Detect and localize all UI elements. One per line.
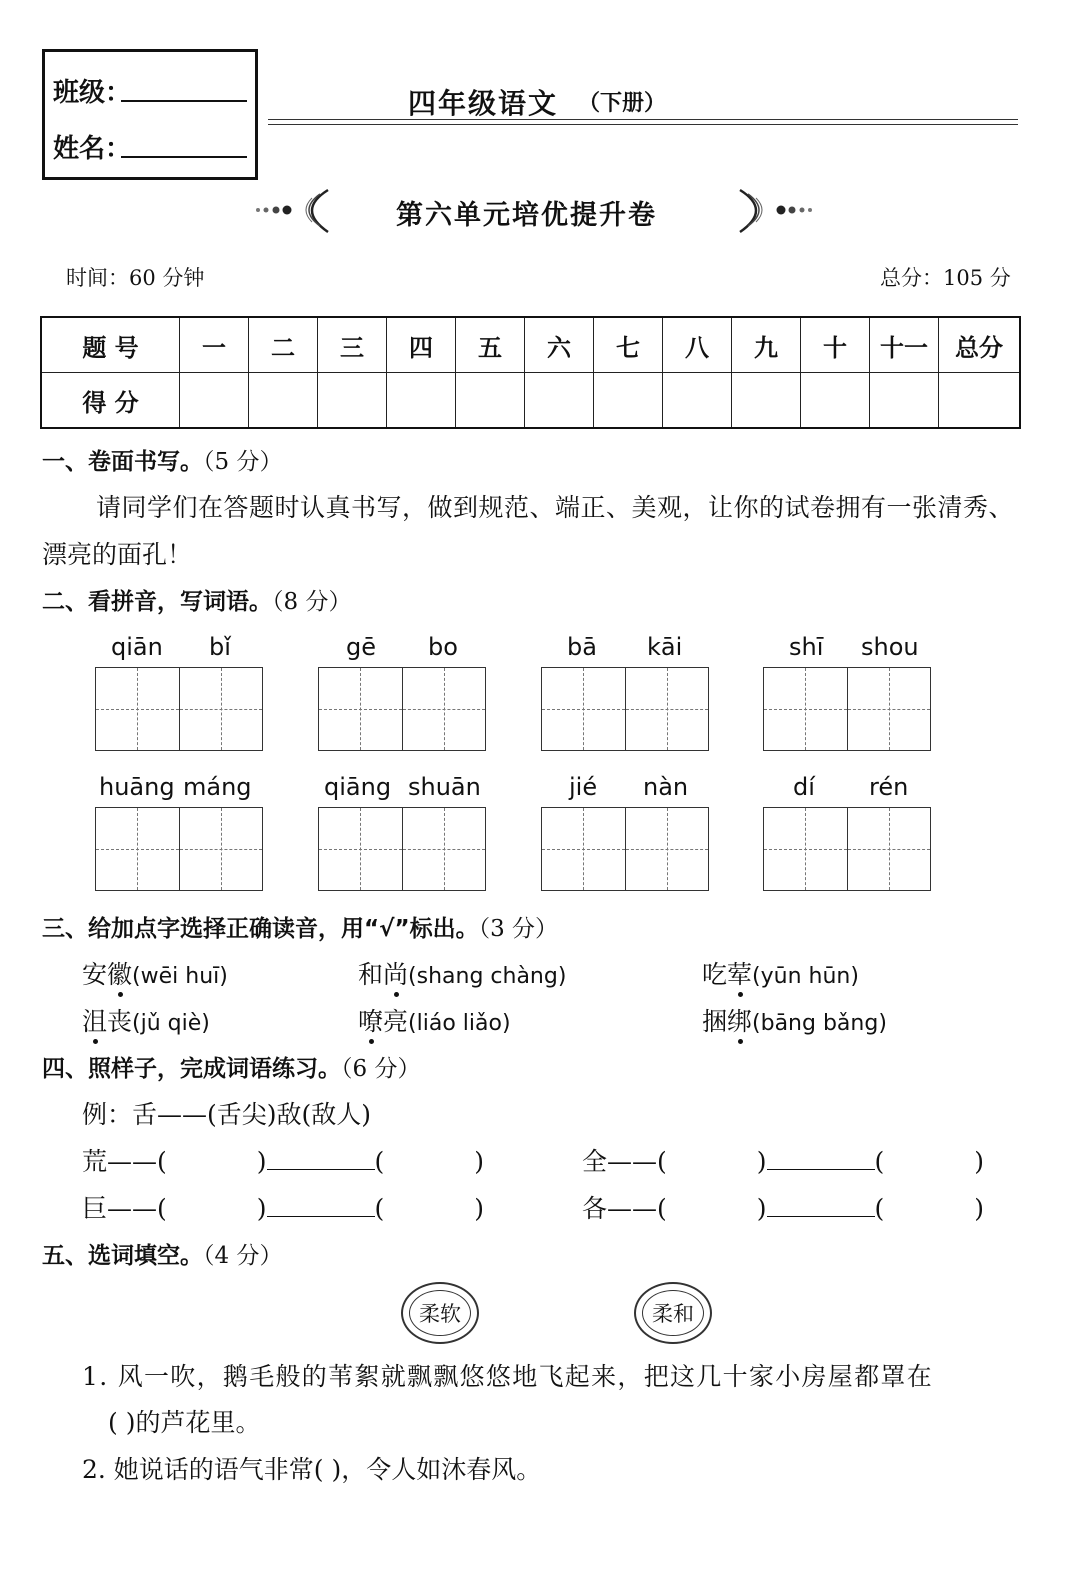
score-table (40, 316, 1021, 429)
score-cell[interactable] (318, 373, 387, 429)
reading-item (358, 955, 566, 991)
table-row (41, 317, 1020, 373)
dotted-char: 沮 (82, 1007, 108, 1036)
score-cell[interactable] (801, 373, 870, 429)
dotted-char: 嘹 (358, 1007, 384, 1036)
pinyin-1: jié (569, 773, 598, 801)
section-5-points: （4 分） (203, 1243, 283, 1269)
table-header-cell: 五 (456, 317, 525, 373)
section-4-heading (42, 1050, 420, 1083)
name-class-box (42, 49, 258, 180)
exercise-char: 巨——( (82, 1194, 167, 1223)
word-choice-badge (401, 1282, 479, 1344)
table-header-cell: 十 (801, 317, 870, 373)
section-2-title: 二、看拼音，写词语。 (42, 589, 272, 615)
table-header-cell: 二 (249, 317, 318, 373)
writing-boxes[interactable] (763, 667, 931, 751)
dotted-char: 绑 (727, 1007, 753, 1036)
pinyin-2: kāi (647, 633, 683, 661)
section-3-title: 三、给加点字选择正确读音，用“√”标出。 (42, 916, 479, 942)
table-header-cell: 九 (732, 317, 801, 373)
writing-boxes[interactable] (541, 807, 709, 891)
paren: ) (474, 1194, 485, 1223)
pinyin-2: máng (183, 773, 252, 801)
answer-blank[interactable] (267, 1149, 375, 1170)
word-char: 安 (82, 960, 108, 989)
time-limit: 时间：60 分钟 (66, 266, 205, 290)
score-cell[interactable] (249, 373, 318, 429)
dotted-char: 尚 (383, 960, 409, 989)
word-choice-badge (634, 1282, 712, 1344)
reading-item (82, 1002, 210, 1038)
pinyin-options[interactable]: (liáo liǎo) (408, 1011, 511, 1036)
paren: ) (256, 1194, 267, 1223)
section-1-title: 一、卷面书写。 (42, 449, 203, 475)
paren: ) (756, 1147, 767, 1176)
table-row (41, 373, 1020, 429)
pinyin-2: shuān (408, 773, 481, 801)
section-3-heading (42, 910, 558, 943)
paren: ) (474, 1147, 485, 1176)
pinyin-2: shou (861, 633, 919, 661)
paren: ) (256, 1147, 267, 1176)
dotted-char: 徽 (107, 960, 133, 989)
table-header-cell: 八 (663, 317, 732, 373)
writing-boxes[interactable] (763, 807, 931, 891)
pinyin-options[interactable]: (jǔ qiè) (132, 1011, 210, 1036)
word-exercise (82, 1189, 484, 1225)
table-header-cell: 题 号 (41, 317, 180, 373)
paren: ( (374, 1147, 385, 1176)
section-1-points: （5 分） (203, 449, 283, 475)
word-choice-1: 柔软 (409, 1290, 471, 1336)
score-cell[interactable] (594, 373, 663, 429)
reading-item (358, 1002, 511, 1038)
book-title: 四年级语文 (408, 87, 559, 120)
left-ornament-icon (252, 186, 334, 236)
section-2-heading (42, 583, 351, 616)
class-blank[interactable] (121, 100, 247, 102)
example-line: 例：舌——(舌尖)敌(敌人) (82, 1100, 372, 1129)
exercise-char: 荒——( (82, 1147, 167, 1176)
table-header-cell: 一 (180, 317, 249, 373)
paren: ) (974, 1194, 985, 1223)
class-label: 班级： (53, 78, 132, 108)
header-rule (268, 124, 1018, 125)
score-cell[interactable] (939, 373, 1021, 429)
question-1-line1: 1. 风一吹，鹅毛般的苇絮就飘飘悠悠地飞起来，把这几十家小房屋都罩在 (82, 1362, 934, 1391)
book-volume: （下册） (578, 91, 667, 116)
score-cell[interactable] (456, 373, 525, 429)
answer-blank[interactable] (267, 1196, 375, 1217)
pinyin-1: huāng (99, 773, 175, 801)
name-blank[interactable] (121, 156, 247, 158)
reading-item (82, 955, 228, 991)
table-header-cell: 十一 (870, 317, 939, 373)
pinyin-2: bǐ (209, 633, 231, 661)
paren: ) (756, 1194, 767, 1223)
score-cell[interactable] (387, 373, 456, 429)
section-2-points: （8 分） (272, 589, 352, 615)
writing-boxes[interactable] (318, 667, 486, 751)
exam-title: 第六单元培优提升卷 (396, 200, 657, 231)
table-header-cell: 七 (594, 317, 663, 373)
pinyin-1: qiāng (324, 773, 392, 801)
score-row-label: 得 分 (41, 373, 180, 429)
word-char: 和 (358, 960, 384, 989)
table-header-cell: 总分 (939, 317, 1021, 373)
pinyin-1: bā (567, 633, 597, 661)
right-ornament-icon (734, 186, 816, 236)
answer-blank[interactable] (767, 1149, 875, 1170)
table-header-cell: 三 (318, 317, 387, 373)
score-cell[interactable] (525, 373, 594, 429)
answer-blank[interactable] (767, 1196, 875, 1217)
table-header-cell: 四 (387, 317, 456, 373)
paren: ) (974, 1147, 985, 1176)
word-exercise (582, 1189, 984, 1225)
section-4-points: （6 分） (341, 1056, 421, 1082)
reading-item (702, 1002, 887, 1038)
exercise-char: 各——( (582, 1194, 667, 1223)
word-char: 吃 (702, 960, 728, 989)
writing-boxes[interactable] (95, 807, 263, 891)
pinyin-options[interactable]: (shang chàng) (408, 964, 567, 989)
score-cell[interactable] (180, 373, 249, 429)
question-1-line2[interactable]: ( )的芦花里。 (108, 1408, 261, 1437)
pinyin-2: nàn (643, 773, 689, 801)
pinyin-1: shī (789, 633, 824, 661)
dotted-char: 荤 (727, 960, 753, 989)
paren: ( (874, 1194, 885, 1223)
pinyin-1: dí (793, 773, 815, 801)
table-header-cell: 六 (525, 317, 594, 373)
pinyin-2: rén (869, 773, 909, 801)
writing-boxes[interactable] (95, 667, 263, 751)
pinyin-1: qiān (111, 633, 163, 661)
header-rule (268, 119, 1018, 120)
pinyin-2: bo (428, 633, 458, 661)
writing-boxes[interactable] (318, 807, 486, 891)
pinyin-options[interactable]: (bāng bǎng) (752, 1011, 887, 1036)
name-label: 姓名： (53, 134, 132, 164)
section-1-heading (42, 443, 282, 476)
exercise-char: 全——( (582, 1147, 667, 1176)
section-4-title: 四、照样子，完成词语练习。 (42, 1056, 341, 1082)
section-1-text-line2: 漂亮的面孔！ (42, 540, 193, 569)
section-3-points: （3 分） (478, 916, 559, 942)
section-5-title: 五、选词填空。 (42, 1243, 203, 1269)
reading-item (702, 955, 859, 991)
word-char: 捆 (702, 1007, 728, 1036)
score-cell[interactable] (732, 373, 801, 429)
word-exercise (82, 1142, 484, 1178)
word-exercise (582, 1142, 984, 1178)
word-choice-2: 柔和 (642, 1290, 704, 1336)
score-cell[interactable] (870, 373, 939, 429)
pinyin-1: gē (346, 633, 376, 661)
section-1-text-line1: 请同学们在答题时认真书写，做到规范、端正、美观，让你的试卷拥有一张清秀、 (96, 493, 1015, 522)
writing-boxes[interactable] (541, 667, 709, 751)
pinyin-options[interactable]: (wēi huī) (132, 964, 228, 989)
question-2[interactable]: 2. 她说话的语气非常( )，令人如沐春风。 (82, 1455, 542, 1484)
paren: ( (874, 1147, 885, 1176)
total-score: 总分：105 分 (880, 266, 1011, 290)
word-char: 丧 (107, 1007, 133, 1036)
score-cell[interactable] (663, 373, 732, 429)
paren: ( (374, 1194, 385, 1223)
section-5-heading (42, 1237, 282, 1270)
word-char: 亮 (383, 1007, 409, 1036)
pinyin-options[interactable]: (yūn hūn) (752, 964, 859, 989)
